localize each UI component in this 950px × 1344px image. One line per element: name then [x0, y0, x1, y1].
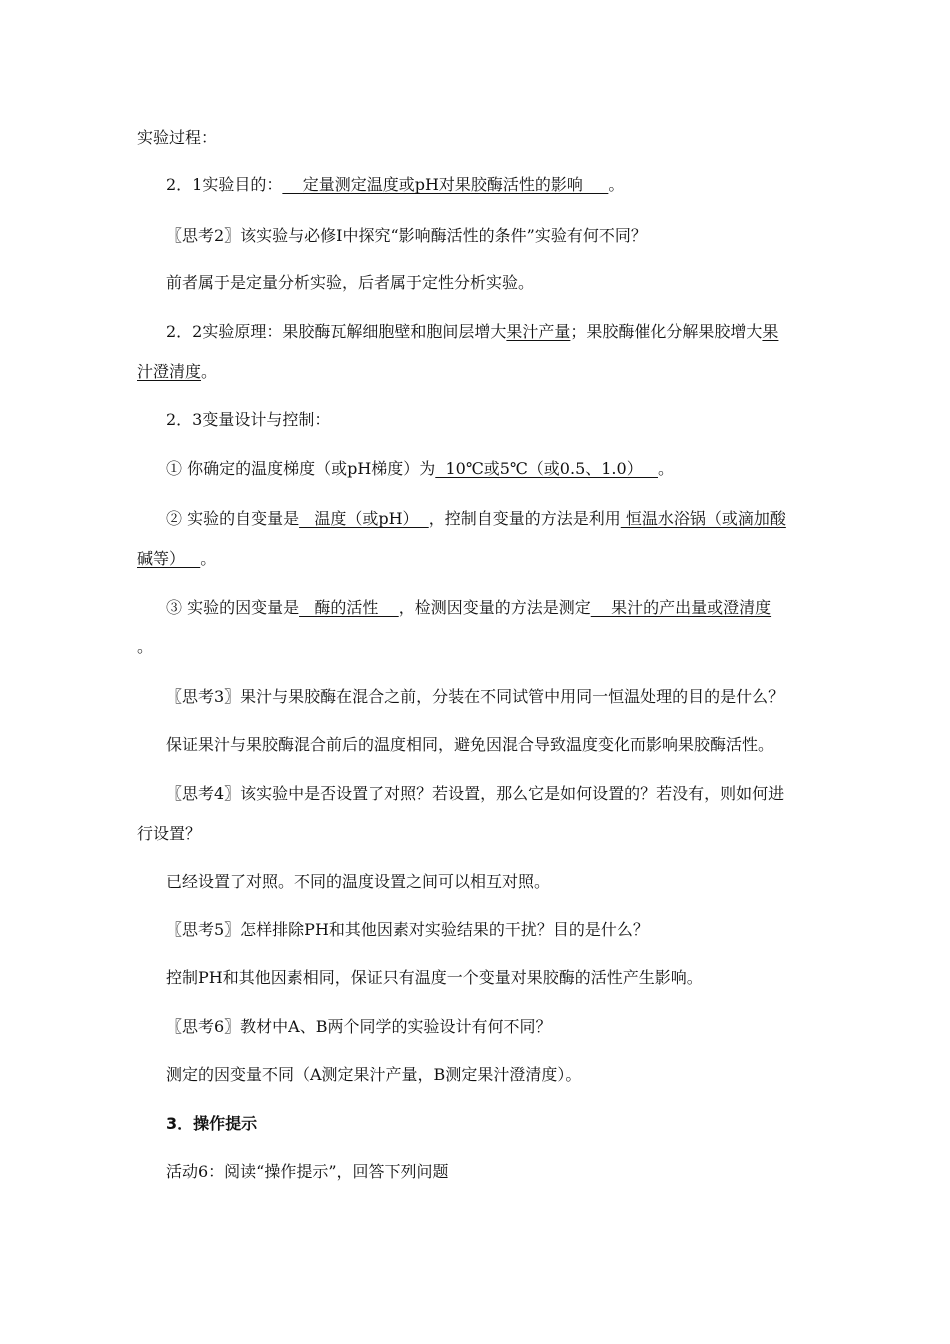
line-text: 2．1实验目的： [166, 175, 283, 194]
answer-blank: 定量测定温度或pH对果胶酶活性的影响 [282, 175, 609, 194]
think-question-5 [166, 919, 846, 941]
answer-blank: 果汁的产出量或澄清度 [590, 598, 772, 617]
line-text: 前者属于是定量分析实验，后者属于定性分析实验。 [166, 273, 535, 292]
line-text: 2．3变量设计与控制： [166, 410, 331, 429]
line-text: ② 实验的自变量是 [166, 509, 300, 528]
activity-6 [166, 1161, 846, 1183]
line-text: 〖思考5〗怎样排除PH和其他因素对实验结果的干扰？目的是什么？ [166, 920, 649, 939]
think-answer-2 [166, 272, 846, 294]
line-text: 3．操作提示 [166, 1114, 258, 1133]
line-text: 保证果汁与果胶酶混合前后的温度相同，避免因混合导致温度变化而影响果胶酶活性。 [166, 735, 775, 754]
experiment-principle [166, 321, 846, 343]
answer-blank: 酶的活性 [299, 598, 399, 617]
line-text: 。 [657, 459, 674, 478]
line-text: 2．2实验原理：果胶酶瓦解细胞壁和胞间层增大 [166, 322, 507, 341]
answer-blank: 10℃或5℃（或0.5、1.0） [435, 459, 658, 478]
line-text: 。 [137, 637, 154, 656]
line-text: 〖思考6〗教材中A、B两个同学的实验设计有何不同？ [166, 1017, 552, 1036]
think-answer-4 [166, 871, 846, 893]
temperature-gradient [166, 458, 846, 480]
line-text: 已经设置了对照。不同的温度设置之间可以相互对照。 [166, 872, 551, 891]
think-question-3 [166, 686, 846, 708]
section-label-process [137, 127, 817, 149]
line-text: 测定的因变量不同（A测定果汁产量，B测定果汁澄清度）。 [166, 1065, 582, 1084]
independent-variable [166, 508, 846, 530]
line-text: ；果胶酶催化分解果胶增大 [570, 322, 763, 341]
answer-blank: 碱等） [137, 549, 201, 568]
line-text: 行设置？ [137, 824, 202, 843]
think-question-4 [166, 783, 846, 805]
dependent-variable-cont [137, 636, 817, 658]
line-text: 活动6：阅读“操作提示”，回答下列问题 [166, 1162, 449, 1181]
line-text: 。 [200, 549, 217, 568]
line-text: ③ 实验的因变量是 [166, 598, 300, 617]
line-text: ① 你确定的温度梯度（或pH梯度）为 [166, 459, 436, 478]
dependent-variable [166, 597, 846, 619]
think-answer-6 [166, 1064, 846, 1086]
answer-blank: 温度（或pH） [299, 509, 429, 528]
line-text: 控制PH和其他因素相同，保证只有温度一个变量对果胶酶的活性产生影响。 [166, 968, 703, 987]
line-text: 〖思考2〗该实验与必修Ⅰ中探究“影响酶活性的条件”实验有何不同？ [166, 226, 647, 245]
line-text: 〖思考4〗该实验中是否设置了对照？若设置，那么它是如何设置的？若没有，则如何进 [166, 784, 785, 803]
line-text: ，控制自变量的方法是利用 [428, 509, 621, 528]
think-question-2 [166, 225, 846, 247]
line-text: ，检测因变量的方法是测定 [398, 598, 591, 617]
answer-blank: 果汁产量 [506, 322, 571, 341]
line-text: 。 [608, 175, 625, 194]
variable-design-heading [166, 409, 846, 431]
experiment-purpose [166, 174, 846, 196]
answer-blank: 恒温水浴锅（或滴加酸 [620, 509, 786, 528]
section-heading-operation-tips [166, 1113, 846, 1135]
think-question-4-cont [137, 823, 817, 845]
line-text: 。 [201, 362, 218, 381]
answer-blank: 汁澄清度 [137, 362, 202, 381]
line-text: 实验过程： [137, 128, 218, 147]
answer-blank: 果 [762, 322, 779, 341]
experiment-principle-cont [137, 361, 817, 383]
think-answer-5 [166, 967, 846, 989]
independent-variable-cont [137, 548, 817, 570]
think-question-6 [166, 1016, 846, 1038]
think-answer-3 [166, 734, 846, 756]
line-text: 〖思考3〗果汁与果胶酶在混合之前，分装在不同试管中用同一恒温处理的目的是什么？ [166, 687, 785, 706]
